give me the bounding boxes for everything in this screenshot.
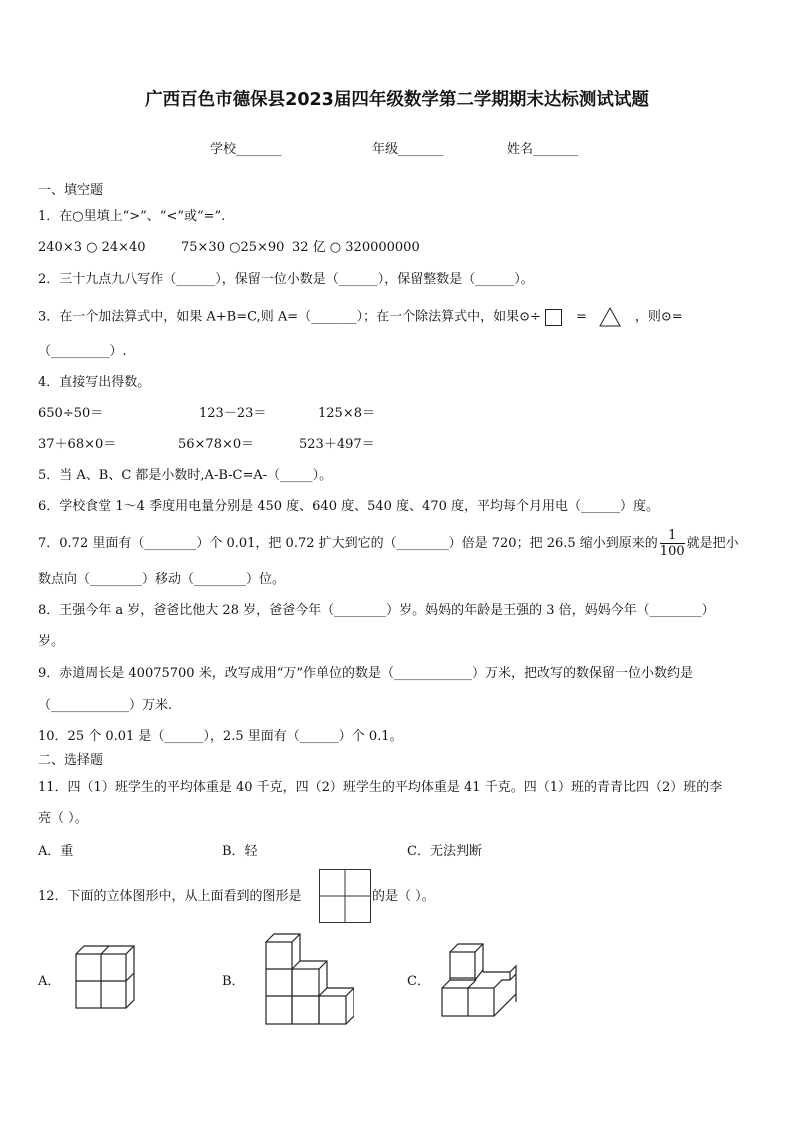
q7-part2: 就是把小 xyxy=(686,536,739,551)
triangle-icon xyxy=(599,307,621,327)
q1-item: 32 亿 ○ 320000000 xyxy=(292,240,420,255)
q1-item: 240×3 ○ 24×40 xyxy=(38,240,146,255)
cube-figure-c xyxy=(440,942,518,1018)
q4-item: 650÷50＝ xyxy=(38,406,104,421)
square-icon xyxy=(545,309,562,326)
q3-line2: （_________）. xyxy=(38,344,127,359)
q6-text: 6．学校食堂 1～4 季度用电量分别是 450 度、640 度、540 度、470 度，平均每个月用电（______）度。 xyxy=(38,499,659,514)
q3-equals: = xyxy=(575,309,587,325)
q5-text: 5．当 A、B、C 都是小数时,A-B-C=A-（_____）。 xyxy=(38,468,333,483)
q3-line1 xyxy=(38,307,683,327)
q7-part1: 7．0.72 里面有（________）个 0.01，把 0.72 扩大到它的（________）倍是 720；把 26.5 缩小到原来的 xyxy=(38,536,658,551)
q10-text: 10．25 个 0.01 是（______），2.5 里面有（______）个 0.1。 xyxy=(38,729,403,744)
q4-item: 56×78×0＝ xyxy=(178,437,255,452)
cube-figure-b xyxy=(264,932,354,1026)
q11-line1: 11．四（1）班学生的平均体重是 40 千克，四（2）班学生的平均体重是 41 千克。四（1）班的青青比四（2）班的李 xyxy=(38,780,723,795)
page-title: 广西百色市德保县2023届四年级数学第二学期期末达标测试试题 xyxy=(145,90,649,110)
q9-line2: （____________）万米. xyxy=(38,698,173,713)
q1-text: 1．在○里填上“>”、“<”或“=”. xyxy=(38,209,226,224)
q4-item: 125×8＝ xyxy=(318,406,375,421)
section1-heading: 一、填空题 xyxy=(38,183,104,198)
q7-line1 xyxy=(38,526,739,562)
fraction-numerator: 1 xyxy=(660,528,685,544)
q12-option-b: B． xyxy=(222,974,245,989)
q12-option-c: C． xyxy=(407,974,430,989)
name-field-label: 姓名_______ xyxy=(507,142,579,157)
q8-line2: 岁。 xyxy=(38,634,65,649)
q11-option-a: A．重 xyxy=(38,844,74,859)
q11-option-b: B．轻 xyxy=(222,844,258,859)
section2-heading: 二、选择题 xyxy=(38,753,104,768)
q7-line2: 数点向（________）移动（________）位。 xyxy=(38,572,286,587)
q12-part2: 的是（ ）。 xyxy=(372,889,435,904)
q4-heading: 4．直接写出得数。 xyxy=(38,375,151,390)
q8-line1: 8．王强今年 a 岁，爸爸比他大 28 岁，爸爸今年（________）岁。妈妈的年龄是王强的 3 倍，妈妈今年（________） xyxy=(38,603,715,618)
fraction-denominator: 100 xyxy=(659,544,685,559)
q4-item: 37＋68×0＝ xyxy=(38,437,117,452)
q4-item: 123－23＝ xyxy=(199,406,267,421)
q11-option-c: C．无法判断 xyxy=(407,844,482,859)
q12-part1: 12．下面的立体图形中，从上面看到的图形是 xyxy=(38,889,302,904)
q12-option-a: A． xyxy=(38,974,61,989)
q3-tail: ，则⊙= xyxy=(634,309,683,325)
school-field-label: 学校_______ xyxy=(210,142,282,157)
q3-part1: 3．在一个加法算式中，如果 A+B=C,则 A=（_______）；在一个除法算式中，如果⊙÷ xyxy=(38,309,541,325)
fraction xyxy=(660,528,685,559)
grade-field-label: 年级_______ xyxy=(372,142,444,157)
cube-figure-a xyxy=(74,944,136,1010)
q4-item: 523＋497＝ xyxy=(299,437,375,452)
top-view-grid-icon xyxy=(319,869,371,923)
q9-line1: 9．赤道周长是 40075700 米，改写成用“万”作单位的数是（____________）万米，把改写的数保留一位小数约是 xyxy=(38,666,693,681)
q2-text: 2．三十九点九八写作（______），保留一位小数是（______），保留整数是（______）。 xyxy=(38,272,534,287)
q11-line2: 亮（ ）。 xyxy=(38,811,88,826)
q1-item: 75×30 ○25×90 xyxy=(181,240,285,255)
